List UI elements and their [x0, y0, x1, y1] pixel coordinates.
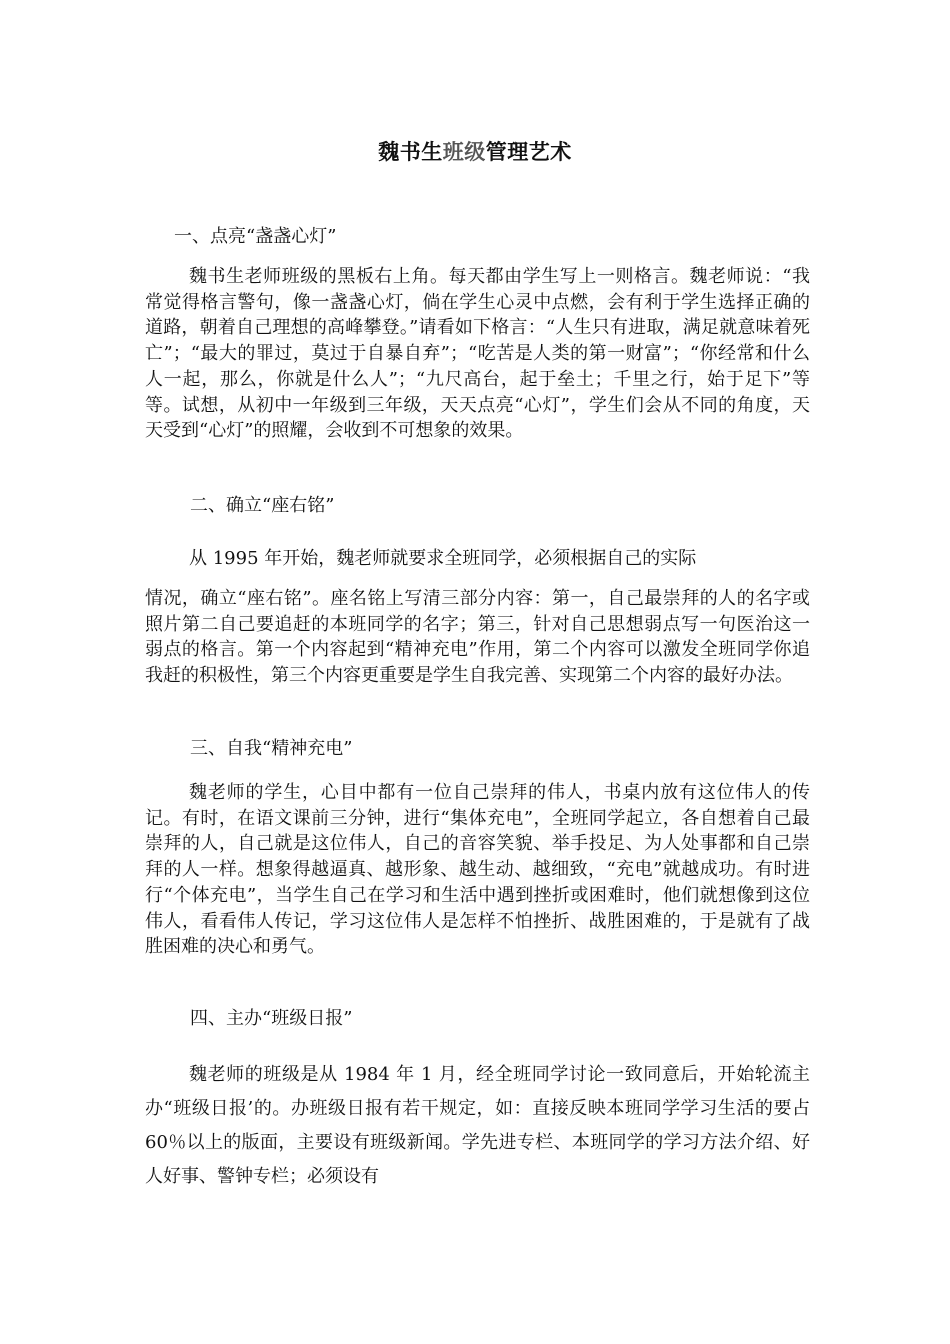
- document-title: [0, 136, 950, 166]
- section-heading-1: 一、点亮“盏盏心灯”: [174, 226, 337, 247]
- section-heading-4: 四、主办“班级日报”: [190, 1008, 353, 1029]
- title-part-2: 班级: [442, 139, 486, 164]
- title-part-1: 魏书生: [378, 139, 443, 164]
- section-heading-2: 二、确立“座右铭”: [190, 495, 335, 516]
- section-body-2-first-line: 从 1995 年开始，魏老师就要求全班同学，必须根据自己的实际: [189, 548, 697, 569]
- title-part-3: 管理艺术: [485, 139, 572, 164]
- section-body-2: 情况，确立“座右铭”。座名铭上写清三部分内容：第一，自己最崇拜的人的名字或照片第二自己要追赶的本班同学的名字；第三，针对自己思想弱点写一句医治这一弱点的格言。第一个内容起到“精神充电”作用，第二个内容可以激发全班同学你追我赶的积极性，第三个内容更重要是学生自我完善、实现第二个内容的最好办法。: [145, 588, 810, 687]
- section-body-1: 魏书生老师班级的黑板右上角。每天都由学生写上一则格言。魏老师说：“我常觉得格言警句，像一盏盏心灯，倘在学生心灵中点燃，会有利于学生选择正确的道路，朝着自己理想的高峰攀登。”请看如下格言：“人生只有进取，满足就意味着死亡”；“最大的罪过，莫过于自暴自弃”；“吃苦是人类的第一财富”；“你经常和什么人一起，那么，你就是什么人”；“九尺高台，起于垒土；千里之行，始于足下”等等。试想，从初中一年级到三年级，天天点亮“心灯”，学生们会从不同的角度，天天受到“心灯”的照耀，会收到不可想象的效果。: [145, 266, 810, 442]
- section-body-4: 魏老师的班级是从 1984 年 1 月，经全班同学讨论一致同意后，开始轮流主办“班级日报’的。办班级日报有若干规定，如：直接反映本班同学学习生活的要占 60％以上的版面，主要设有班级新闻。学先进专栏、本班同学的学习方法介绍、好人好事、警钟专栏；必须设有: [145, 1064, 810, 1187]
- section-heading-3: 三、自我“精神充电”: [190, 738, 353, 759]
- section-body-3: 魏老师的学生，心目中都有一位自己崇拜的伟人，书桌内放有这位伟人的传记。有时，在语文课前三分钟，进行“集体充电”，全班同学起立，各自想着自己最崇拜的人，自己就是这位伟人，自己的音容笑貌、举手投足、为人处事都和自己崇拜的人一样。想象得越逼真、越形象、越生动、越细致，“充电”就越成功。有时进行“个体充电”，当学生自己在学习和生活中遇到挫折或困难时，他们就想像到这位伟人，看看伟人传记，学习这位伟人是怎样不怕挫折、战胜困难的，于是就有了战胜困难的决心和勇气。: [145, 782, 810, 958]
